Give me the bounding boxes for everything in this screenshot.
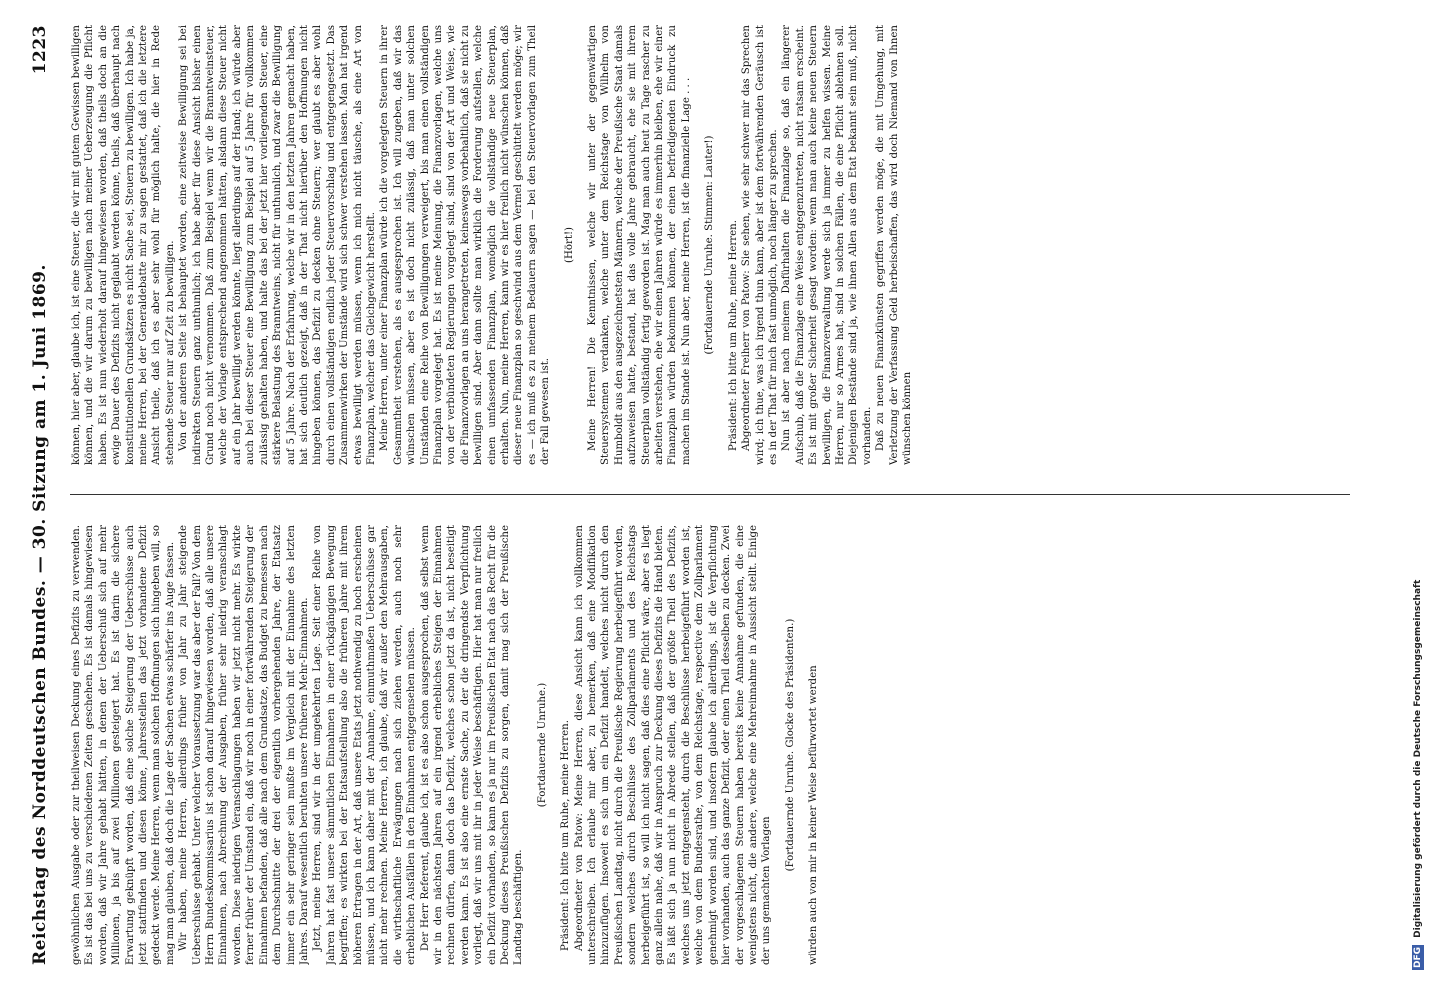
stage-direction: (Fortdauernde Unruhe. Glocke des Präsidenten.)	[784, 618, 796, 872]
right-column	[70, 25, 1360, 465]
dfg-logo: DFG	[1413, 946, 1423, 968]
paragraph: Jetzt, meine Herren, sind wir in der umgekehrten Lage. Seit einer Reihe von Jahren hat fast unsere sämmtlichen Einnahmen in einer rückgängigen Bewegung begriffen; es wirkten bei der Etatsaufstellung also die früheren Jahre mit ihrem höheren Ertragen in der Art, daß unsere Etats jetzt nothwendig zu hoch erscheinen müssen, und ich kann daher mit der Annahme, einmuthmaßen Ueberschüsse gar nicht mehr rechnen. Meine Herren, ich glaube, daß wir außer den Mehrausgaben, die wirthschaftliche Erwägungen nach sich ziehen werden, auch noch sehr erheblichen Ausfällen in den Einnahmen entgegensehen müssen.	[312, 525, 418, 965]
paragraph: Daß zu neuen Finanzkünsten gegriffen werden möge, die mit Umgehung, mit Verletzung der Verfassung Geld herbeischaffen, das wird doch Niemand von Ihnen wünschen können	[875, 25, 913, 465]
stage-direction: (Fortdauernde Unruhe. Stimmen: Lauter!)	[704, 135, 716, 355]
stage-direction: (Hört!)	[563, 226, 575, 264]
column-divider	[70, 494, 1350, 495]
paragraph: Meine Herren! Die Kenntnissen, welche wir unter der gegenwärtigen Steuersystemen verdanken, welche unter dem Reichstage von Wilhelm von Humboldt aus den ausgezeichnetsten Männern, welche der Preußische Staat damals aufzuweisen hatte, bestand, hat das volle Jahre gebraucht, ehe sie mit ihrem Steuerplan vollständig fertig geworden ist. Mag man auch heut zu Tage rascher zu arbeiten verstehen, ehe wir einen Jahren würde es immerhin bleiben, ehe wir einer Finanzplan würden bekommen können, der einen befriedigenden Eindruck zu machen im Stande ist. Nun aber, meine Herren, ist die finanzielle Lage . . .	[587, 25, 692, 465]
running-title: Reichstag des Norddeutschen Bundes. — 30. Sitzung am 1. Juni 1869.	[30, 264, 50, 965]
speaker-paragraph: Präsident: Ich bitte um Ruhe, meine Herren.	[560, 720, 572, 951]
rotated-page	[30, 25, 1370, 965]
paragraph: können, hier aber, glaube ich, ist eine Steuer, die wir mit gutem Gewissen bewilligen können, und die wir darum zu bewilligen nach meiner Ueberzeugung die Pflicht haben. Es ist nun wiederholt darauf hingewiesen worden, daß theils doch an die ewige Dauer des Defizits nicht geglaubt werden könne, theils, daß überhaupt nach konstitutionellen Grundsätzen es nicht Sache sei, Steuern zu bewilligen. Ich habe ja, meine Herren, bei der Generaldebatte mir zu sagen gestattet, daß ich die letztere Ansicht theile, daß ich es aber sehr wohl für möglich halte, die hier in Rede stehende Steuer nur auf Zeit zu bewilligen.	[71, 25, 176, 465]
speaker-paragraph: Präsident: Ich bitte um Ruhe, meine Herren.	[727, 220, 739, 451]
paragraph: gewöhnlichen Ausgabe oder zur theilweisen Deckung eines Defizits zu verwenden. Es ist das bei uns zu verschiedenen Zeiten geschehen. Es ist damals hingewiesen worden, daß wir Jahre gehabt hätten, in denen der Ueberschuß sich auf mehr Millionen, ja bis auf zwei Millionen gesteigert hat. Es ist darin die sichere Erwartung geknüpft worden, daß eine solche Steigerung der Ueberschüsse auch jetzt stattfinden und diesen könne, Jahresstellen das jetzt vorhandene Defizit gedeckt werde. Meine Herren, wenn man solchen Hoffnungen sich hingeben will, so mag man glauben, daß doch die Lage der Sachen etwas schärfer ins Auge fassen.	[71, 525, 176, 965]
left-column	[70, 525, 1360, 965]
paragraph: würden auch von mir in keiner Weise befürwortet werden	[808, 665, 820, 965]
page-number: 1223	[30, 25, 50, 75]
paragraph: Der Herr Referent, glaube ich, ist es also schon ausgesprochen, daß selbst wenn wir in den nächsten Jahren auf ein irgend erhebliches Steigen der Einnahmen rechnen dürfen, dann doch das Defizit, welches schon jetzt da ist, nicht beseitigt werden kann. Es ist also eine ernste Sache, zu der die dringendste Verpflichtung vorliegt, daß wir uns mit ihr in jeder Weise beschäftigen. Hier hat man nur freilich ein Defizit vorhanden, so kann es ja nur im Preußischen Etat nach das Recht für die Deckung dieses Preußischen Defizits zu sorgen, damit mag sich der Preußische Landtag beschäftigen.	[419, 525, 525, 965]
digitization-credit-text: Digitalisierung gefördert durch die Deutsche Forschungsgemeinschaft	[1413, 579, 1423, 938]
page-header	[30, 25, 60, 965]
paragraph: Wir haben, meine Herren, allerdings früher von Jahr zu Jahr steigende Ueberschüsse gehabt. Unter welcher Voraussetzung war das aber der Fall? Von dem Herrn Bundeskommissarius ist schon darauf hingewiesen worden, daß alle unsere Einnahmen, nach Abrechnung der Ausgaben, früher sehr niedrig veranschlagt worden. Diese niedrigen Veranschlagungen haben wir jetzt nicht mehr. Es wirkte ferner früher der Umstand ein, daß wir noch in einer fortwährenden Steigerung der Einnahmen befanden, daß alle nach dem Grundsatze, das Budget zu bemessen nach dem Durchschnitte der drei der eigentlich vorhergehenden Jahre, der Etatsatz immer ein sehr geringer sein mußte im Vergleich mit der Einnahme des letzten Jahres. Darauf wesentlich beruhten unsere früheren Mehr-Einnahmen.	[178, 525, 310, 965]
digitization-credit	[1412, 30, 1426, 970]
paragraph: Abgeordneter Freiherr von Patow: Sie sehen, wie sehr schwer mir das Sprechen wird; ich thue, was ich irgend thun kann, aber ist dem fortwährenden Geräusch ist es in der That für mich fast unmöglich, noch länger zu sprechen.	[741, 25, 779, 465]
paragraph: Von der anderen Seite ist behauptet worden, eine zeitweise Bewilligung sei bei indirekten Steuern ganz unthunlich; ich habe aber für diese Ansicht bisher einen Grund noch nicht vernommen. Daß zum Beispiel wenn wir die Branntweinsteuer, welche der Vorlage entsprechend angenommen hätten, alsdann diese Steuer nicht auf ein Jahr bewilligt werden könnte, liegt allerdings auf der Hand; ich würde aber auch bei dieser Steuer eine Bewilligung zum Beispiel auf 5 Jahre für vollkommen zulässig gehalten haben, und halte das bei der jetzt hier vorliegenden Steuer, eine stärkere Belastung des Branntweins, nicht für unthunlich, und zwar die Bewilligung auf 5 Jahre. Nach der Erfahrung, welche wir in den letzten Jahren gemacht haben, hat sich deutlich gezeigt, daß in der That nicht hierüber den Hoffnungen nicht hingeben können, das Defizit zu decken ohne Steuern; wer glaubt es aber wohl durch einen vollständigen endlich jeder Steuervorschlag und entgegengesetzt. Das Zusammenwirken der Umstände wird sich schwer verstehen lassen. Man hat irgend etwas bewilligt werden müssen, wenn ich mich nicht täusche, als eine Art von Finanzplan, welcher das Gleichgewicht herstellt.	[178, 25, 377, 465]
stage-direction: (Fortdauernde Unruhe.)	[536, 682, 548, 808]
paragraph: Meine Herren, unter einer Finanzplan würde ich die vorgelegten Steuern in ihrer Gesammtheit verstehen, als es ausgesprochen ist. Ich will zugeben, daß wir das wünschen müssen, aber es ist doch nicht zulässig, daß man unter solchen Umständen eine Reihe von Bewilligungen verweigert, bis man einen vollständigen Finanzplan vorgelegt hat. Es ist meine Meinung, die Finanzvorlagen, welche uns von der verbündeten Regierungen vorgelegt sind, sind von der Art und Weise, wie die Finanzvorlagen an uns herangetreten, keineswegs vorbehaltlich, daß sie nicht zu bewilligen sind. Aber dann sollte man wirklich die Forderung aufstellen, welche einen umfassenden Finanzplan, womöglich die vollständige neue Steuerplan, erhalten. Nun, meine Herren, kann wir es hier freilich nicht wünschen können, daß dieser neue Finanzplan so geschwind aus dem Vermel geschüttelt werden möge; wir es — ich muß es zu meinem Bedauern sagen — bei den Steuervorlagen zum Theil der Fall gewesen ist.	[379, 25, 552, 465]
paragraph: Nun ist aber nach meinem Dafürhalten die Finanzlage so, daß ein längerer Aufschub, daß die Finanzlage eine Weise entgegenzutreten, nicht ratsam erscheint. Es ist mit großer Sicherheit gesagt worden: wenn man auch keine neuen Steuern bewilligen, die Finanzverwaltung werde sich ja immer zu helfen wissen. Meine Herren, nur so Armes hat, sind in solchen Fällen, die eine Pflicht ablehnen soll. Diejenigen Bestände sind ja, wie ihnen Allen aus dem Etat bekannt sein muß, nicht vorhanden.	[781, 25, 873, 465]
paragraph: Abgeordneter von Patow: Meine Herren, diese Ansicht kann ich vollkommen unterschreiben. Ich erlaube mir aber, zu bemerken, daß eine Modifikation hinzuzufügen. Insoweit es sich um ein Defizit handelt, welches nicht durch den Preußischen Landtag, nicht durch die Preußische Regierung herbeigeführt worden, sondern welches durch Beschlüsse des Zollparlaments und des Reichstags herbeigeführt ist, so will ich nicht sagen, daß dies eine Pflicht wäre, aber es liegt ganz allein nahe, daß wir in Anspruch zur Deckung dieses Defizits die Hand bieten. Es läßt sich ja nun nicht in Abrede stellen, daß der größte Theil des Defizits, welches uns jetzt entgegensteht, durch die Beschlüsse herbeigeführt worden ist, welche von dem Bundesrathe, von dem Reichstage, respective dem Zollparlament genehmigt worden sind, und insofern glaube ich allerdings, ist die Verpflichtung hier vorhanden, auch das ganze Defizit, oder einen Theil desselben zu decken. Zwei der vorgeschlagenen Steuern haben bereits keine Annahme gefunden, die eine wenigstens nicht, die andere, welche eine Mehreinnahme in Aussicht stellt. Einige der uns gemachten Vorlagen	[573, 525, 773, 965]
